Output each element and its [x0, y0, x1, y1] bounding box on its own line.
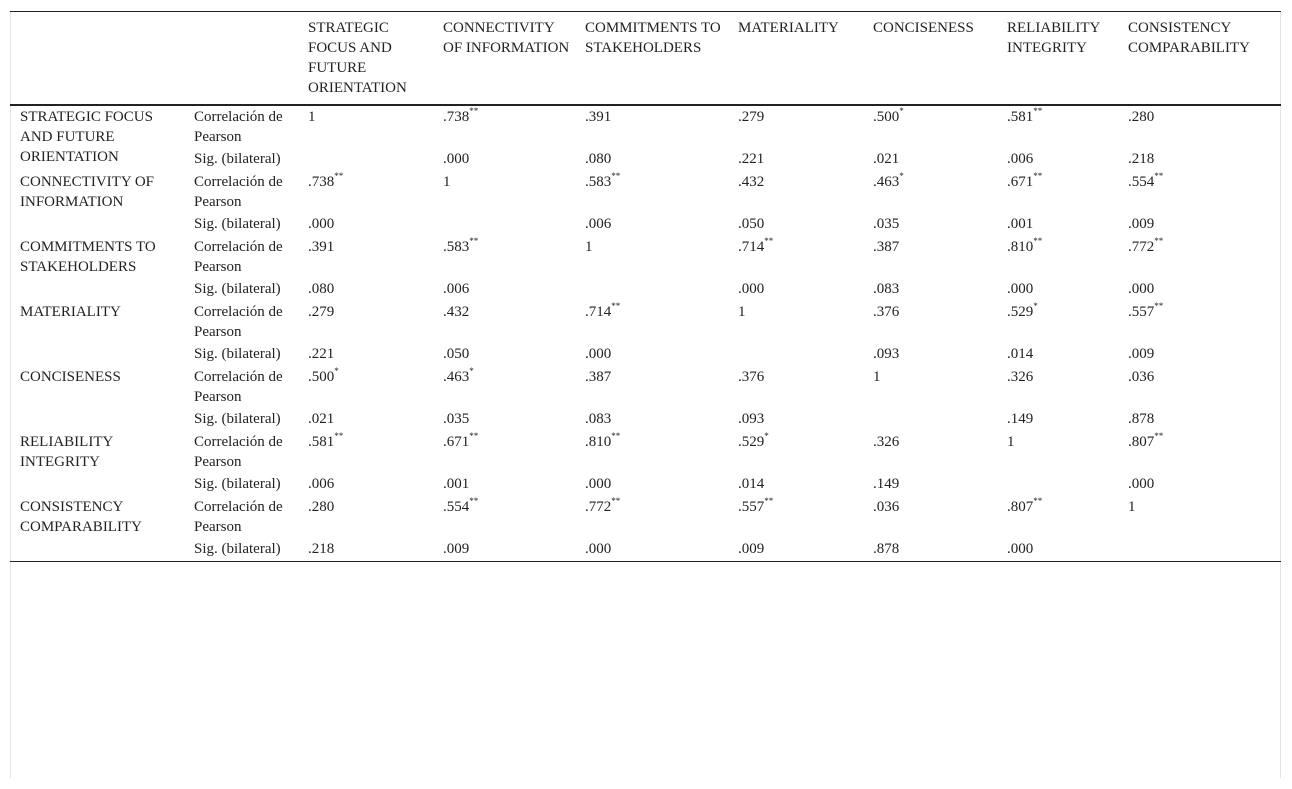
correlation-number: .554 [443, 499, 470, 515]
correlation-number: .500 [873, 109, 900, 125]
significance-value: .001 [443, 476, 470, 492]
correlation-value [867, 301, 1001, 343]
correlation-value [1001, 171, 1122, 213]
table-row [10, 343, 1281, 366]
significance-marker: * [1033, 301, 1038, 311]
correlation-number: .557 [738, 499, 765, 515]
significance-marker: ** [611, 171, 621, 181]
correlation-number: .387 [585, 369, 612, 385]
significance-value: .083 [585, 411, 612, 427]
significance-value: .000 [585, 476, 612, 492]
correlation-number: .807 [1007, 499, 1034, 515]
significance-value: .218 [308, 541, 335, 557]
table-header [10, 12, 1281, 106]
correlation-number: .583 [585, 174, 612, 190]
correlation-number: .279 [738, 109, 765, 125]
table-body [10, 105, 1281, 562]
significance-marker: ** [611, 431, 621, 441]
significance-value: .000 [1007, 541, 1034, 557]
correlation-number: .387 [873, 239, 900, 255]
table-row [10, 301, 1281, 343]
significance-marker: ** [1154, 301, 1164, 311]
stat-label-significance: Sig. (bilateral) [194, 216, 281, 232]
correlation-number: .772 [1128, 239, 1155, 255]
significance-marker: ** [1033, 496, 1043, 506]
table-row [10, 431, 1281, 473]
significance-marker: * [899, 106, 904, 116]
correlation-value [732, 301, 867, 343]
significance-marker: ** [469, 496, 479, 506]
significance-value: .149 [873, 476, 900, 492]
correlation-value [1122, 496, 1281, 538]
significance-value [579, 278, 732, 301]
correlation-value [867, 171, 1001, 213]
correlation-value [1122, 431, 1281, 473]
column-header: MATERIALITY [738, 20, 839, 36]
significance-value: .050 [738, 216, 765, 232]
correlation-value [579, 301, 732, 343]
column-header: CONSISTENCY COMPARABILITY [1128, 20, 1250, 56]
significance-value: .878 [1128, 411, 1155, 427]
correlation-value [1001, 236, 1122, 278]
row-variable-label: STRATEGIC FOCUS AND FUTURE ORIENTATION [20, 109, 153, 165]
significance-value: .021 [873, 151, 900, 167]
stat-label-correlation: Correlación de Pearson [194, 434, 283, 470]
significance-marker: ** [469, 431, 479, 441]
correlation-value [1122, 105, 1281, 148]
significance-value: .035 [873, 216, 900, 232]
correlation-number: .463 [873, 174, 900, 190]
correlation-number: 1 [873, 369, 881, 385]
stat-label-correlation: Correlación de Pearson [194, 239, 283, 275]
correlation-value [437, 105, 579, 148]
correlation-value [867, 105, 1001, 148]
significance-value: .000 [585, 346, 612, 362]
correlation-value [732, 366, 867, 408]
correlation-number: 1 [443, 174, 451, 190]
correlation-value [1001, 431, 1122, 473]
column-header: RELIABILITY INTEGRITY [1007, 20, 1100, 56]
correlation-number: .738 [308, 174, 335, 190]
significance-value: .009 [443, 541, 470, 557]
significance-marker: ** [611, 301, 621, 311]
header-row [10, 12, 1281, 106]
correlation-value [579, 105, 732, 148]
correlation-value [302, 431, 437, 473]
row-variable-label: COMMITMENTS TO STAKEHOLDERS [20, 239, 156, 275]
header-blank-stat [188, 12, 302, 106]
significance-marker: ** [764, 496, 774, 506]
significance-value: .009 [738, 541, 765, 557]
significance-marker: * [899, 171, 904, 181]
significance-value: .080 [308, 281, 335, 297]
significance-marker: ** [764, 236, 774, 246]
significance-value [437, 213, 579, 236]
correlation-value [437, 366, 579, 408]
correlation-number: .810 [1007, 239, 1034, 255]
table-row [10, 236, 1281, 278]
correlation-value [1122, 366, 1281, 408]
significance-value: .000 [1007, 281, 1034, 297]
correlation-value [1122, 301, 1281, 343]
significance-marker: ** [1154, 431, 1164, 441]
correlation-number: .583 [443, 239, 470, 255]
significance-value: .221 [308, 346, 335, 362]
correlation-number: .326 [1007, 369, 1034, 385]
stat-label-significance: Sig. (bilateral) [194, 151, 281, 167]
correlation-value [437, 496, 579, 538]
significance-marker: ** [334, 171, 344, 181]
correlation-value [867, 236, 1001, 278]
row-variable-label: CONSISTENCY COMPARABILITY [20, 499, 142, 535]
significance-value: .006 [308, 476, 335, 492]
significance-value: .006 [1007, 151, 1034, 167]
table-row [10, 148, 1281, 171]
significance-marker: ** [469, 106, 479, 116]
row-variable-label: CONCISENESS [20, 369, 121, 385]
stat-label-correlation: Correlación de Pearson [194, 109, 283, 145]
correlation-value [867, 431, 1001, 473]
correlation-value [302, 171, 437, 213]
correlation-value [579, 236, 732, 278]
correlation-value [1001, 496, 1122, 538]
stat-label-significance: Sig. (bilateral) [194, 346, 281, 362]
correlation-value [579, 171, 732, 213]
significance-value: .000 [443, 151, 470, 167]
significance-value: .093 [873, 346, 900, 362]
significance-value: .021 [308, 411, 335, 427]
significance-marker: ** [1154, 171, 1164, 181]
significance-value: .014 [738, 476, 765, 492]
correlation-value [732, 105, 867, 148]
correlation-number: .432 [443, 304, 470, 320]
correlation-value [1001, 105, 1122, 148]
column-header: STRATEGIC FOCUS AND FUTURE ORIENTATION [308, 20, 407, 96]
significance-marker: ** [1154, 236, 1164, 246]
significance-value: .000 [1128, 476, 1155, 492]
correlation-number: .581 [1007, 109, 1034, 125]
significance-marker: * [469, 366, 474, 376]
correlation-number: .529 [738, 434, 765, 450]
correlation-number: .738 [443, 109, 470, 125]
row-variable-label: CONNECTIVITY OF INFORMATION [20, 174, 155, 210]
correlation-number: 1 [585, 239, 593, 255]
significance-value: .093 [738, 411, 765, 427]
correlation-number: .554 [1128, 174, 1155, 190]
correlation-number: .432 [738, 174, 765, 190]
significance-value [302, 148, 437, 171]
table-row [10, 278, 1281, 301]
significance-value: .001 [1007, 216, 1034, 232]
stat-label-correlation: Correlación de Pearson [194, 499, 283, 535]
correlation-value [732, 236, 867, 278]
correlation-value [867, 496, 1001, 538]
significance-marker: * [764, 431, 769, 441]
correlation-value [302, 366, 437, 408]
correlation-value [579, 496, 732, 538]
significance-value: .014 [1007, 346, 1034, 362]
stat-label-correlation: Correlación de Pearson [194, 369, 283, 405]
stat-label-correlation: Correlación de Pearson [194, 174, 283, 210]
correlation-number: .326 [873, 434, 900, 450]
stat-label-correlation: Correlación de Pearson [194, 304, 283, 340]
significance-marker: ** [1033, 236, 1043, 246]
correlation-value [1001, 301, 1122, 343]
correlation-value [1122, 236, 1281, 278]
correlation-number: .557 [1128, 304, 1155, 320]
correlation-value [302, 496, 437, 538]
correlation-value [302, 105, 437, 148]
correlation-number: .376 [873, 304, 900, 320]
correlation-number: .391 [308, 239, 335, 255]
significance-value: .009 [1128, 346, 1155, 362]
column-header: CONCISENESS [873, 20, 974, 36]
correlation-value [302, 301, 437, 343]
correlation-value [579, 431, 732, 473]
stat-label-significance: Sig. (bilateral) [194, 281, 281, 297]
correlation-number: .581 [308, 434, 335, 450]
correlation-value [437, 431, 579, 473]
significance-value: .006 [585, 216, 612, 232]
significance-value: .218 [1128, 151, 1155, 167]
column-header: COMMITMENTS TO STAKEHOLDERS [585, 20, 721, 56]
correlation-value [437, 236, 579, 278]
table-row [10, 105, 1281, 148]
correlation-number: .376 [738, 369, 765, 385]
table-row [10, 538, 1281, 562]
correlation-value [732, 171, 867, 213]
stat-label-significance: Sig. (bilateral) [194, 476, 281, 492]
significance-value [732, 343, 867, 366]
correlation-value [437, 301, 579, 343]
correlation-number: .772 [585, 499, 612, 515]
correlation-number: .529 [1007, 304, 1034, 320]
correlation-number: .671 [443, 434, 470, 450]
correlation-value [437, 171, 579, 213]
significance-value: .000 [308, 216, 335, 232]
correlation-number: 1 [1007, 434, 1015, 450]
significance-value: .050 [443, 346, 470, 362]
significance-value: .035 [443, 411, 470, 427]
row-variable-label: MATERIALITY [20, 304, 121, 320]
significance-marker: ** [469, 236, 479, 246]
correlation-table [10, 11, 1281, 562]
header-blank-variable [10, 12, 188, 106]
correlation-number: .810 [585, 434, 612, 450]
stat-label-significance: Sig. (bilateral) [194, 411, 281, 427]
significance-value: .221 [738, 151, 765, 167]
correlation-number: .500 [308, 369, 335, 385]
correlation-number: .279 [308, 304, 335, 320]
correlation-number: 1 [308, 109, 316, 125]
correlation-number: .671 [1007, 174, 1034, 190]
significance-value: .009 [1128, 216, 1155, 232]
significance-value [1122, 538, 1281, 562]
significance-value [1001, 473, 1122, 496]
table-row [10, 213, 1281, 236]
correlation-number: .714 [585, 304, 612, 320]
significance-value: .080 [585, 151, 612, 167]
correlation-value [867, 366, 1001, 408]
correlation-number: .807 [1128, 434, 1155, 450]
significance-marker: ** [1033, 171, 1043, 181]
significance-value: .000 [738, 281, 765, 297]
correlation-number: .280 [308, 499, 335, 515]
row-variable-label: RELIABILITY INTEGRITY [20, 434, 113, 470]
correlation-number: .036 [873, 499, 900, 515]
correlation-number: .714 [738, 239, 765, 255]
significance-value: .878 [873, 541, 900, 557]
correlation-number: .036 [1128, 369, 1155, 385]
table-row [10, 171, 1281, 213]
significance-value: .083 [873, 281, 900, 297]
table-row [10, 366, 1281, 408]
significance-value: .000 [1128, 281, 1155, 297]
correlation-value [732, 431, 867, 473]
table-row [10, 408, 1281, 431]
table-row [10, 496, 1281, 538]
correlation-value [1001, 366, 1122, 408]
correlation-value [579, 366, 732, 408]
correlation-number: .463 [443, 369, 470, 385]
column-header: CONNECTIVITY OF INFORMATION [443, 20, 570, 56]
correlation-value [302, 236, 437, 278]
correlation-value [1122, 171, 1281, 213]
table-row [10, 473, 1281, 496]
correlation-number: 1 [1128, 499, 1136, 515]
significance-value: .149 [1007, 411, 1034, 427]
significance-marker: ** [611, 496, 621, 506]
significance-marker: ** [1033, 106, 1043, 116]
stat-label-significance: Sig. (bilateral) [194, 541, 281, 557]
significance-value: .006 [443, 281, 470, 297]
significance-marker: ** [334, 431, 344, 441]
significance-value [867, 408, 1001, 431]
significance-value: .000 [585, 541, 612, 557]
significance-marker: * [334, 366, 339, 376]
correlation-number: .280 [1128, 109, 1155, 125]
correlation-number: 1 [738, 304, 746, 320]
correlation-value [732, 496, 867, 538]
correlation-number: .391 [585, 109, 612, 125]
